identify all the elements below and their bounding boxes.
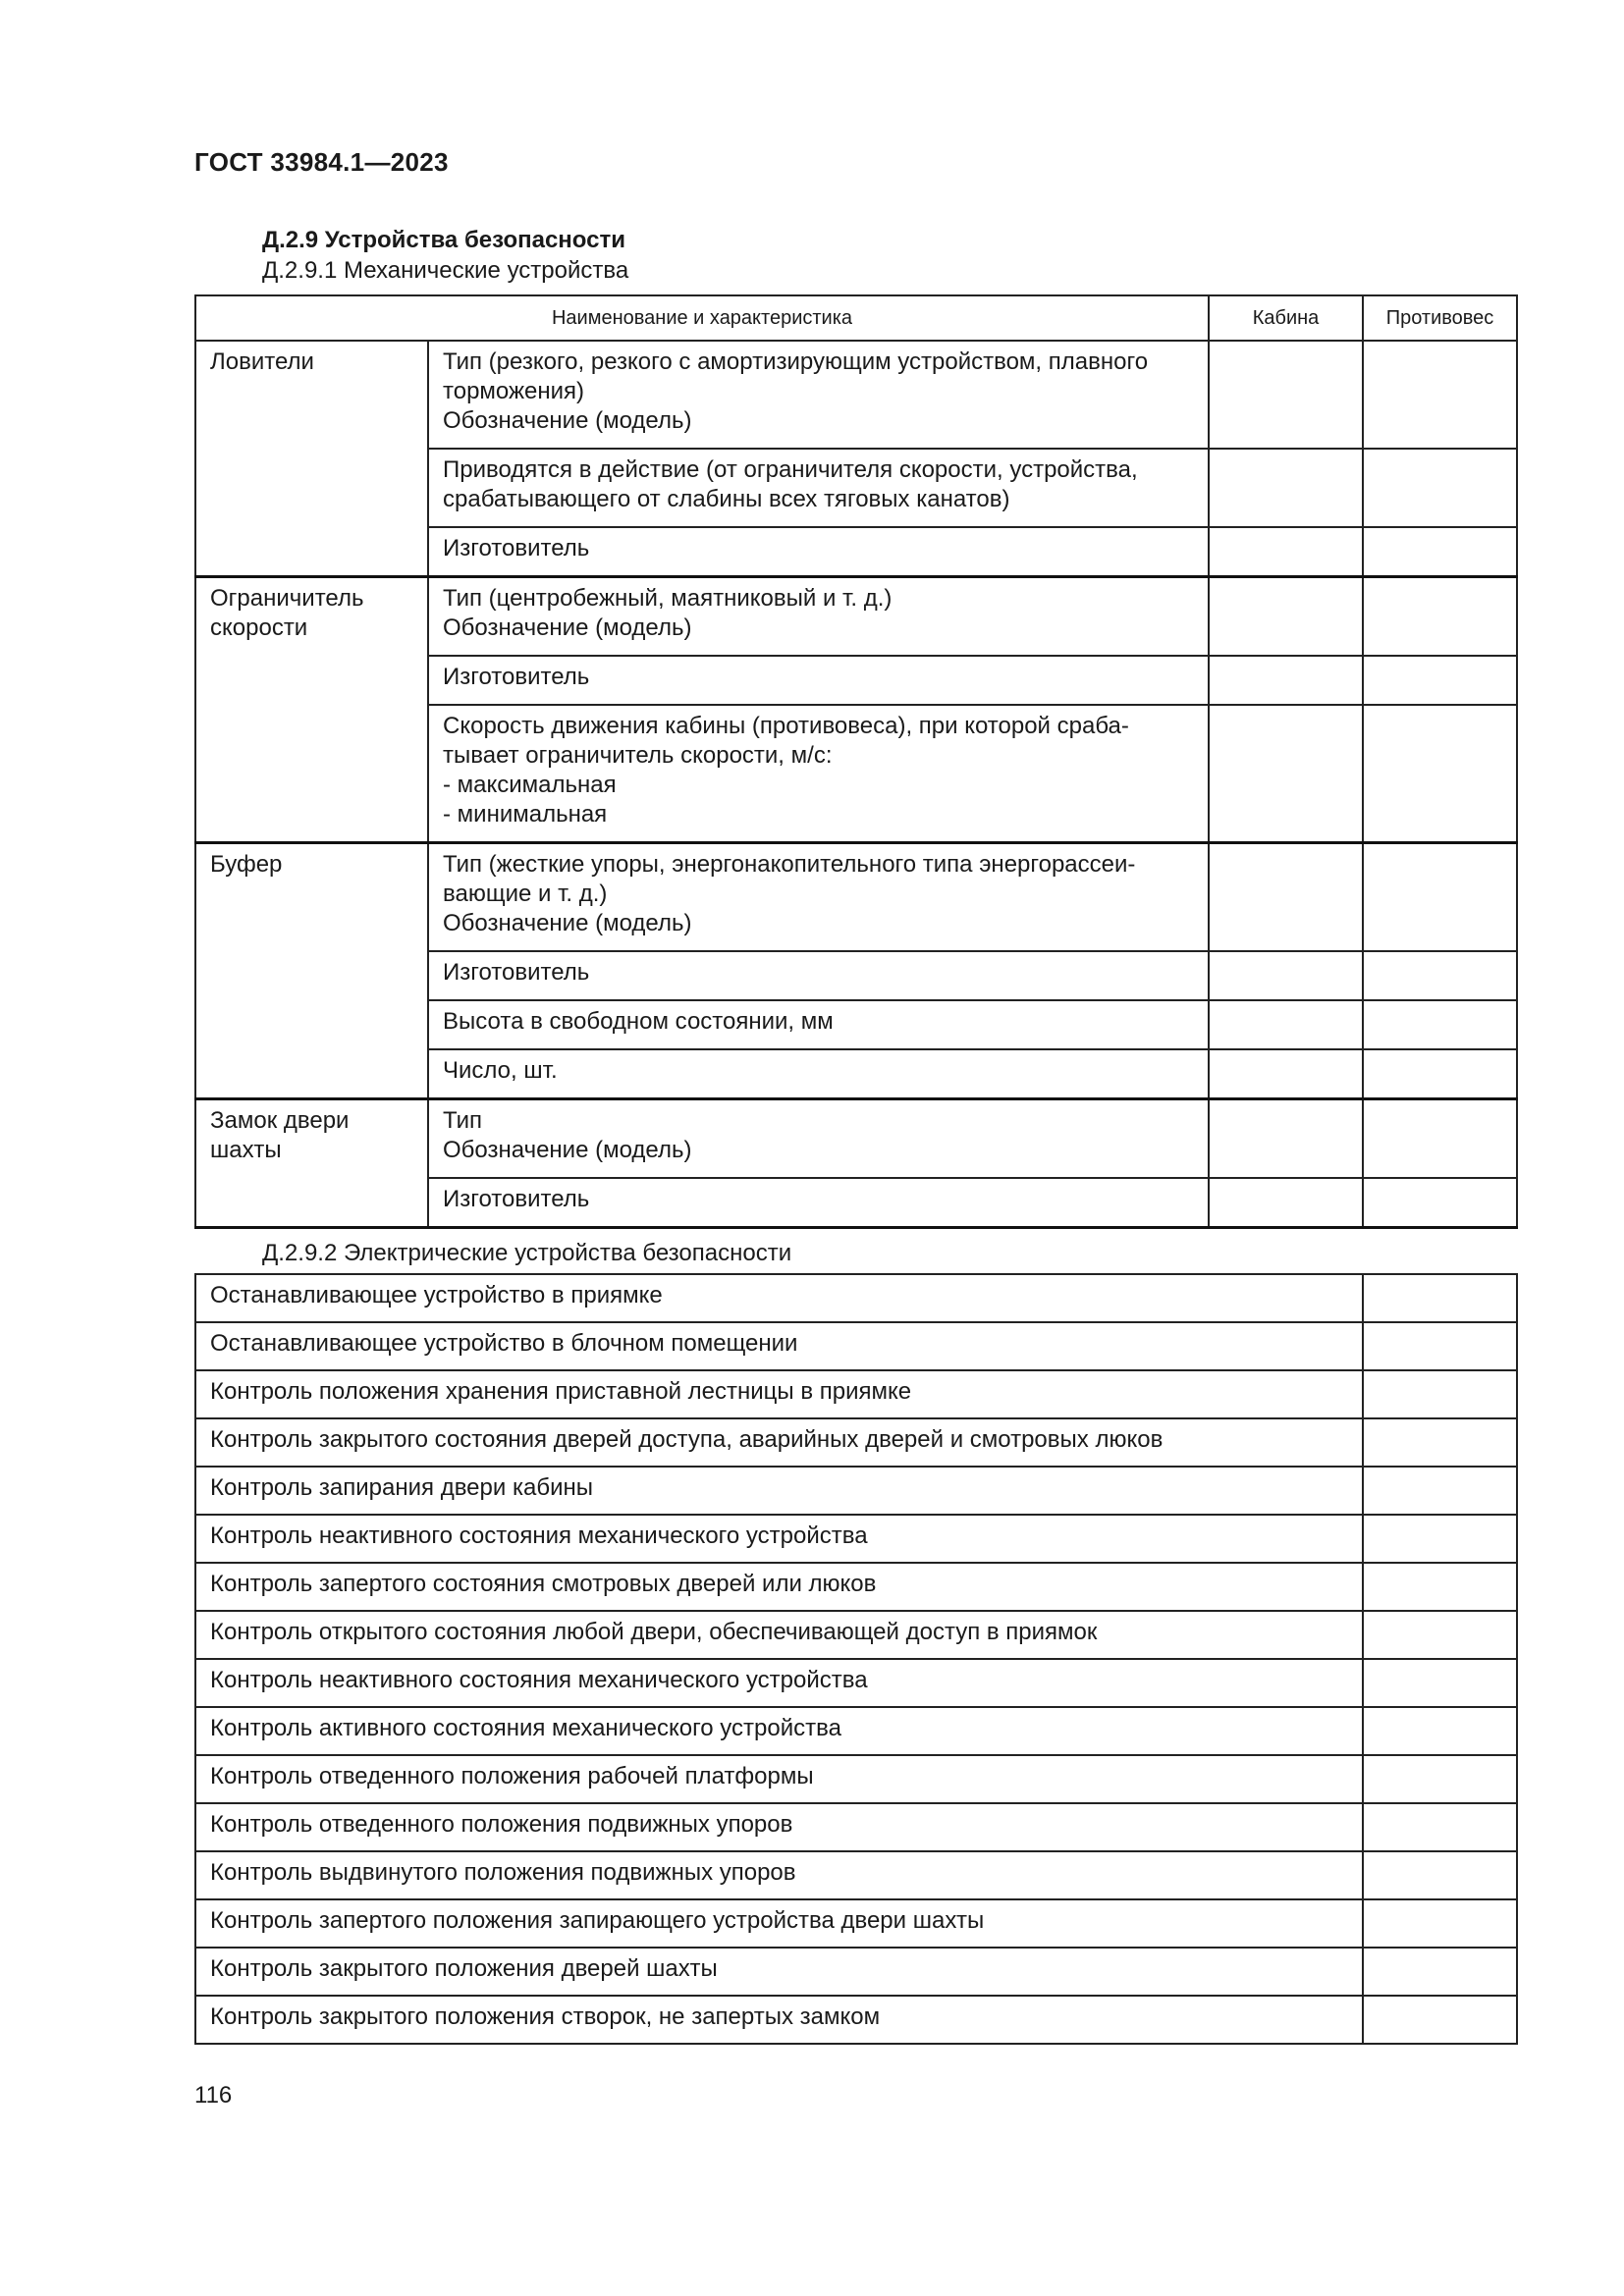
safety-device-name: Контроль положения хранения приставной лестницы в приямке bbox=[195, 1370, 1363, 1418]
safety-device-name: Контроль активного состояния механического устройства bbox=[195, 1707, 1363, 1755]
cabin-value-cell bbox=[1209, 1049, 1363, 1099]
value-cell bbox=[1363, 1274, 1517, 1322]
table-row bbox=[195, 341, 1517, 449]
cabin-value-cell bbox=[1209, 951, 1363, 1000]
column-header-counterweight: Противовес bbox=[1363, 295, 1517, 341]
value-cell bbox=[1363, 1467, 1517, 1515]
value-cell bbox=[1363, 1948, 1517, 1996]
safety-device-name: Останавливающее устройство в приямке bbox=[195, 1274, 1363, 1322]
counterweight-value-cell bbox=[1363, 449, 1517, 527]
safety-device-name: Останавливающее устройство в блочном помещении bbox=[195, 1322, 1363, 1370]
characteristic-cell: Изготовитель bbox=[428, 1178, 1209, 1228]
value-cell bbox=[1363, 1996, 1517, 2044]
counterweight-value-cell bbox=[1363, 341, 1517, 449]
characteristic-cell: Изготовитель bbox=[428, 527, 1209, 577]
counterweight-value-cell bbox=[1363, 656, 1517, 705]
electrical-subsection-title: Д.2.9.2 Электрические устройства безопасности bbox=[262, 1240, 792, 1266]
safety-device-name: Контроль открытого состояния любой двери, обеспечивающей доступ в приямок bbox=[195, 1611, 1363, 1659]
table-row bbox=[195, 1515, 1517, 1563]
value-cell bbox=[1363, 1803, 1517, 1851]
column-header-name: Наименование и характеристика bbox=[195, 295, 1209, 341]
table-row bbox=[195, 1948, 1517, 1996]
table-row bbox=[195, 1899, 1517, 1948]
table-row bbox=[195, 1274, 1517, 1322]
value-cell bbox=[1363, 1899, 1517, 1948]
safety-device-name: Контроль закрытого положения створок, не запертых замком bbox=[195, 1996, 1363, 2044]
table-row bbox=[195, 1707, 1517, 1755]
document-header: ГОСТ 33984.1—2023 bbox=[194, 147, 449, 177]
value-cell bbox=[1363, 1563, 1517, 1611]
counterweight-value-cell bbox=[1363, 577, 1517, 657]
characteristic-cell: Приводятся в действие (от ограничителя скорости, устройства, срабатывающего от слабины всех тяговых канатов) bbox=[428, 449, 1209, 527]
table-row bbox=[195, 1851, 1517, 1899]
counterweight-value-cell bbox=[1363, 1049, 1517, 1099]
mechanical-table-body bbox=[195, 341, 1517, 1228]
safety-device-name: Контроль неактивного состояния механического устройства bbox=[195, 1515, 1363, 1563]
value-cell bbox=[1363, 1755, 1517, 1803]
cabin-value-cell bbox=[1209, 1000, 1363, 1049]
cabin-value-cell bbox=[1209, 1178, 1363, 1228]
value-cell bbox=[1363, 1659, 1517, 1707]
cabin-value-cell bbox=[1209, 449, 1363, 527]
value-cell bbox=[1363, 1707, 1517, 1755]
safety-device-name: Контроль запертого положения запирающего устройства двери шахты bbox=[195, 1899, 1363, 1948]
value-cell bbox=[1363, 1322, 1517, 1370]
characteristic-cell: Тип Обозначение (модель) bbox=[428, 1099, 1209, 1179]
mechanical-devices-table bbox=[194, 294, 1518, 1229]
table-row bbox=[195, 1563, 1517, 1611]
characteristic-cell: Скорость движения кабины (противовеса), при которой сраба- тывает ограничитель скорости, м/с: - максимальная - минимальная bbox=[428, 705, 1209, 843]
column-header-cabin: Кабина bbox=[1209, 295, 1363, 341]
value-cell bbox=[1363, 1370, 1517, 1418]
counterweight-value-cell bbox=[1363, 705, 1517, 843]
characteristic-cell: Тип (резкого, резкого с амортизирующим устройством, плавного торможения) Обозначение (модель) bbox=[428, 341, 1209, 449]
counterweight-value-cell bbox=[1363, 843, 1517, 952]
safety-device-name: Контроль отведенного положения подвижных упоров bbox=[195, 1803, 1363, 1851]
safety-device-name: Контроль запертого состояния смотровых дверей или люков bbox=[195, 1563, 1363, 1611]
table-row bbox=[195, 1467, 1517, 1515]
page-number: 116 bbox=[194, 2082, 233, 2109]
table-row bbox=[195, 577, 1517, 657]
counterweight-value-cell bbox=[1363, 527, 1517, 577]
safety-device-name: Контроль отведенного положения рабочей платформы bbox=[195, 1755, 1363, 1803]
table-row bbox=[195, 1803, 1517, 1851]
table-row bbox=[195, 1370, 1517, 1418]
device-group-name: Ловители bbox=[195, 341, 428, 577]
section-title: Д.2.9 Устройства безопасности bbox=[262, 227, 625, 253]
device-group-name: Буфер bbox=[195, 843, 428, 1099]
value-cell bbox=[1363, 1418, 1517, 1467]
table-row bbox=[195, 1611, 1517, 1659]
mechanical-subsection-title: Д.2.9.1 Механические устройства bbox=[262, 257, 629, 284]
safety-device-name: Контроль неактивного состояния механического устройства bbox=[195, 1659, 1363, 1707]
table-row bbox=[195, 843, 1517, 952]
device-group-name: Ограничитель скорости bbox=[195, 577, 428, 843]
counterweight-value-cell bbox=[1363, 951, 1517, 1000]
characteristic-cell: Изготовитель bbox=[428, 951, 1209, 1000]
characteristic-cell: Высота в свободном состоянии, мм bbox=[428, 1000, 1209, 1049]
characteristic-cell: Тип (центробежный, маятниковый и т. д.) Обозначение (модель) bbox=[428, 577, 1209, 657]
cabin-value-cell bbox=[1209, 527, 1363, 577]
table-row bbox=[195, 1418, 1517, 1467]
safety-device-name: Контроль закрытого состояния дверей доступа, аварийных дверей и смотровых люков bbox=[195, 1418, 1363, 1467]
characteristic-cell: Изготовитель bbox=[428, 656, 1209, 705]
table-row bbox=[195, 1755, 1517, 1803]
value-cell bbox=[1363, 1611, 1517, 1659]
table-row bbox=[195, 1996, 1517, 2044]
cabin-value-cell bbox=[1209, 577, 1363, 657]
value-cell bbox=[1363, 1515, 1517, 1563]
electrical-devices-table bbox=[194, 1273, 1518, 2045]
characteristic-cell: Число, шт. bbox=[428, 1049, 1209, 1099]
safety-device-name: Контроль запирания двери кабины bbox=[195, 1467, 1363, 1515]
table-row bbox=[195, 1322, 1517, 1370]
device-group-name: Замок двери шахты bbox=[195, 1099, 428, 1228]
cabin-value-cell bbox=[1209, 341, 1363, 449]
table-row bbox=[195, 1659, 1517, 1707]
characteristic-cell: Тип (жесткие упоры, энергонакопительного типа энергорассеи- вающие и т. д.) Обозначение (модель) bbox=[428, 843, 1209, 952]
table-header-row bbox=[195, 295, 1517, 341]
counterweight-value-cell bbox=[1363, 1000, 1517, 1049]
table-row bbox=[195, 1099, 1517, 1179]
electrical-table-body bbox=[195, 1274, 1517, 2044]
safety-device-name: Контроль выдвинутого положения подвижных упоров bbox=[195, 1851, 1363, 1899]
counterweight-value-cell bbox=[1363, 1178, 1517, 1228]
value-cell bbox=[1363, 1851, 1517, 1899]
cabin-value-cell bbox=[1209, 705, 1363, 843]
cabin-value-cell bbox=[1209, 843, 1363, 952]
counterweight-value-cell bbox=[1363, 1099, 1517, 1179]
cabin-value-cell bbox=[1209, 656, 1363, 705]
safety-device-name: Контроль закрытого положения дверей шахты bbox=[195, 1948, 1363, 1996]
cabin-value-cell bbox=[1209, 1099, 1363, 1179]
